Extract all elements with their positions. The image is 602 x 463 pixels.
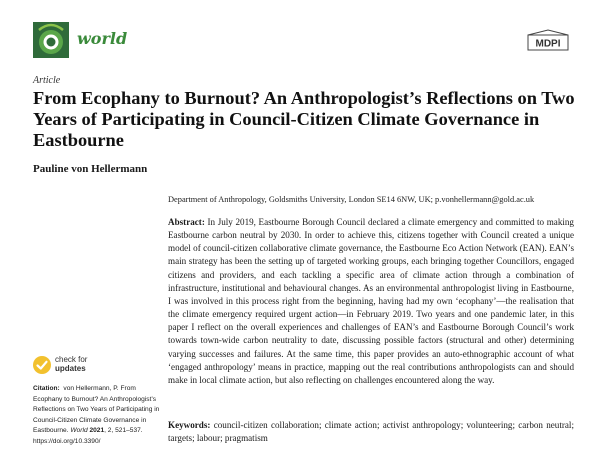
updates-line-2: updates [55,363,86,373]
check-updates-label [55,356,87,373]
check-for-updates-badge[interactable] [32,355,112,379]
journal-name: world [77,29,128,48]
keywords [168,419,574,445]
citation-text: von Hellermann, P. From Ecophany to Burnout? An Anthropologist’s Reflections on Two Years of Participating in Council-Citizen Climate Governance in Eastbourne. [33,385,160,435]
mdpi-logo-icon [526,29,570,51]
abstract-text: In July 2019, Eastbourne Borough Council declared a climate emergency and committed to making Eastbourne carbon neutral by 2030. In order to achieve this, citizens together with Council created a unique model of council-citizen collaborative climate governance, the Eastbourne Eco Action Network (EAN). EAN’s main strategy has been the setting up of targeted working groups, each bringing together Councillors, engaged citizens and providers, and each tackling a specific area of climate action through a combination of infrastructure, institutional and behavioural changes. As an environmental anthropologist living in Eastbourne, I was involved in this process right from the beginning, having had my own ‘ecophany’—the realisation that the climate emergency required urgent action—in February 2019. Two years and one pandemic later, in this paper I reflect on the overall experiences and challenges of EAN’s and Eastbourne Borough Council’s work towards town-wide carbon neutrality to date, discussing possible factors (structural and other) determining varying successes and failures. At the same time, this paper provides an auto-ethnographic account of what ‘engaged anthropology’ means in practice, mapping out the real contributions anthropologists can and should make in local climate action, but also reflecting on challenges encountered along the way. [168,217,574,385]
citation-label: Citation: [33,385,60,392]
article-type: Article [33,75,61,86]
citation-doi-link[interactable]: https://doi.org/10.3390/ [33,437,101,445]
citation-year: 2021 [89,427,105,435]
article-title: From Ecophany to Burnout? An Anthropologist’s Reflections on Two Years of Participating in Council-Citizen Climate Governance in Eastbourne [33,88,575,150]
citation-volume-pages: , 2, 521–537. [104,427,143,435]
updates-line-1: check for [55,355,88,364]
citation-journal: World [70,427,88,435]
check-updates-icon [32,355,52,375]
abstract [168,216,574,387]
keywords-text: council-citizen collaboration; climate action; activist anthropology; volunteering; carbon neutral; targets; labour; pragmatism [168,420,574,444]
publisher-name: MDPI [535,38,561,50]
author-name: Pauline von Hellermann [33,163,148,175]
affiliation: Department of Anthropology, Goldsmiths University, London SE14 6NW, UK; p.vonhellermann@gold.ac.uk [168,195,535,204]
citation [33,384,161,448]
keywords-label: Keywords: [168,420,211,430]
abstract-label: Abstract: [168,217,205,227]
journal-logo-icon [33,22,69,58]
